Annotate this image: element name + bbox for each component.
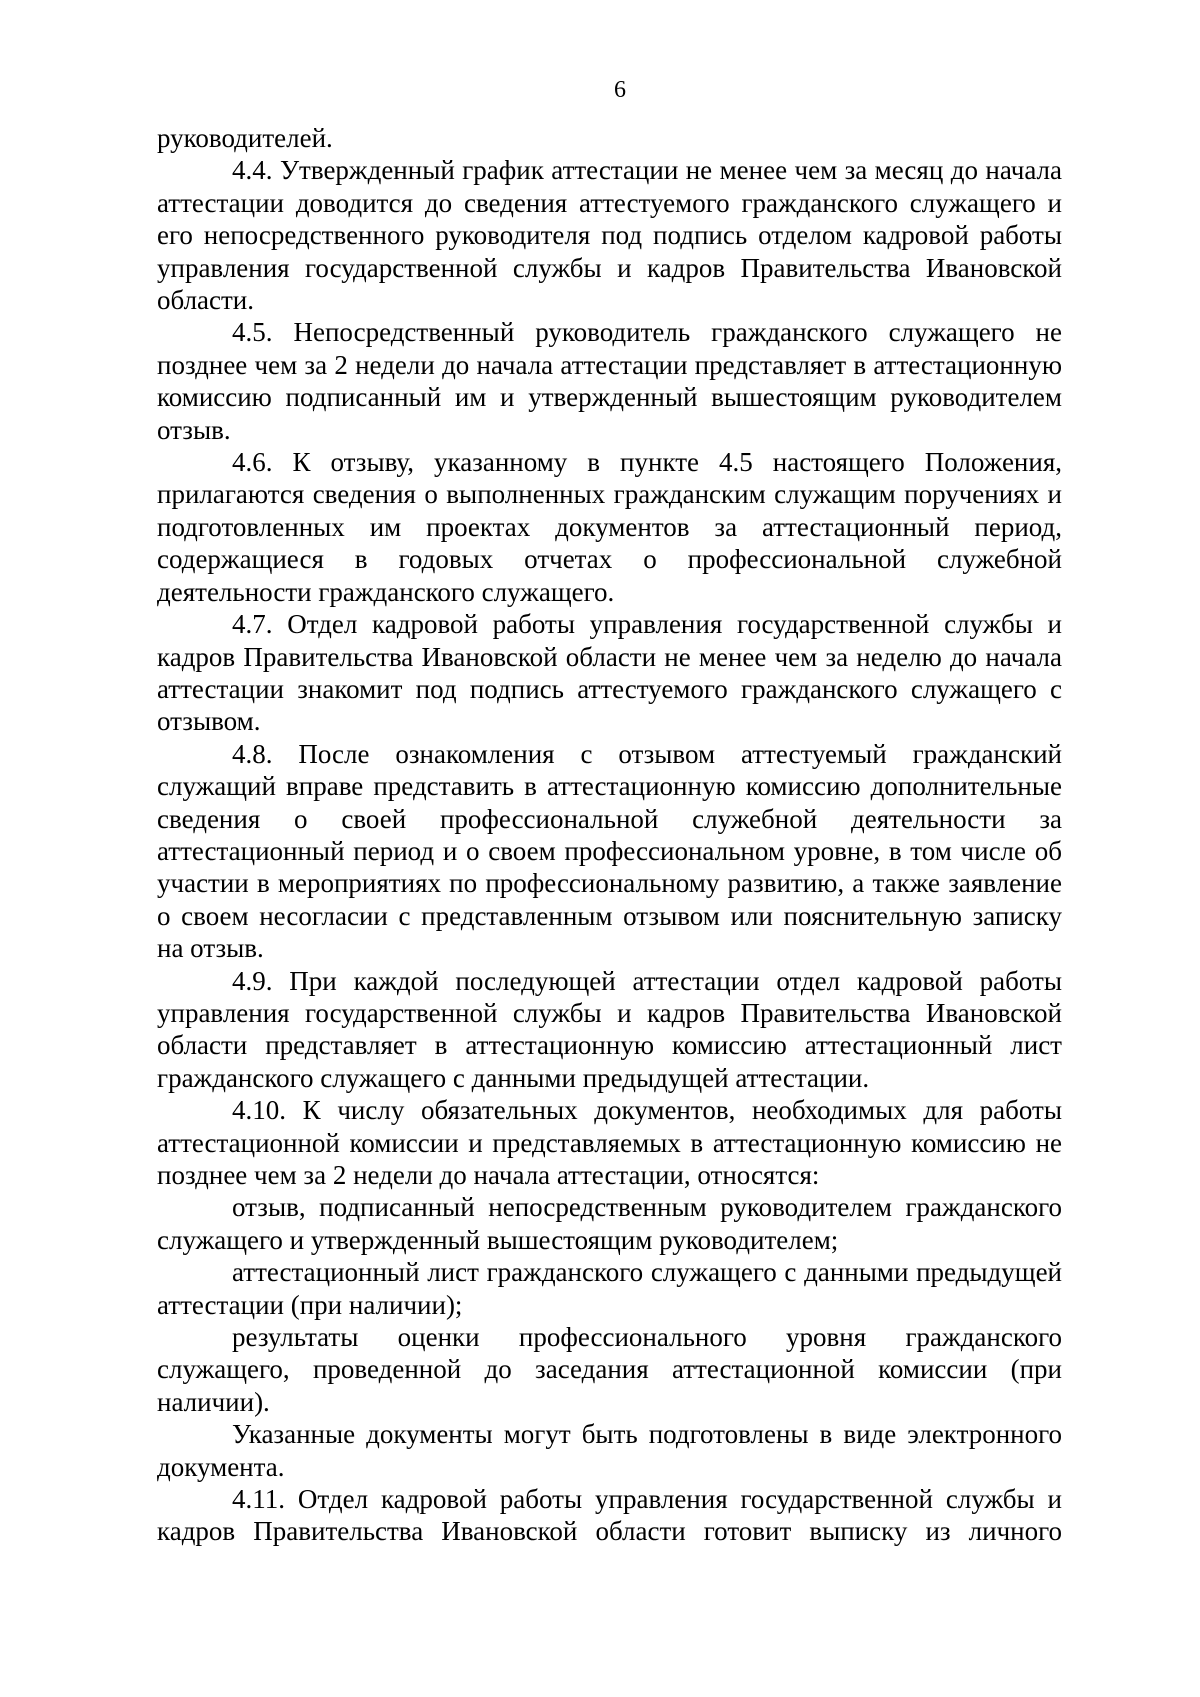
paragraph-4-4: 4.4. Утвержденный график аттестации не менее чем за месяц до начала аттестации доводится до сведения аттестуемого гражданского служащего и его непосредственного руководителя под подпись отделом кадровой работы управления государственной службы и кадров Правительства Ивановской области.: [157, 155, 1062, 316]
paragraph-4-6: 4.6. К отзыву, указанному в пункте 4.5 настоящего Положения, прилагаются сведения о выполненных гражданским служащим поручениях и подготовленных им проектах документов за аттестационный период, содержащиеся в годовых отчетах о профессиональной служебной деятельности гражданского служащего.: [157, 447, 1062, 607]
paragraph-4-11: 4.11. Отдел кадровой работы управления государственной службы и кадров Правительства Ивановской области готовит выписку из личного: [157, 1484, 1062, 1547]
document-body: [157, 122, 1062, 1548]
list-item-review: отзыв, подписанный непосредственным руководителем гражданского служащего и утвержденный вышестоящим руководителем;: [157, 1192, 1062, 1255]
list-item-attestation-sheet: аттестационный лист гражданского служащего с данными предыдущей аттестации (при наличии);: [157, 1257, 1062, 1320]
paragraph-electronic-documents: Указанные документы могут быть подготовлены в виде электронного документа.: [157, 1419, 1062, 1482]
paragraph-4-9: 4.9. При каждой последующей аттестации отдел кадровой работы управления государственной службы и кадров Правительства Ивановской области представляет в аттестационную комиссию аттестационный лист гражданского служащего с данными предыдущей аттестации.: [157, 965, 1062, 1093]
page-number: 6: [614, 77, 626, 103]
paragraph-4-8: 4.8. После ознакомления с отзывом аттестуемый гражданский служащий вправе представить в аттестационную комиссию дополнительные сведения о своей профессиональной служебной деятельности за аттестационный период и о своем профессиональном уровне, в том числе об участии в мероприятиях по профессиональному развитию, а также заявление о своем несогласии с представленным отзывом или пояснительную записку на отзыв.: [157, 738, 1062, 964]
paragraph-4-5: 4.5. Непосредственный руководитель гражданского служащего не позднее чем за 2 недели до начала аттестации представляет в аттестационную комиссию подписанный им и утвержденный вышестоящим руководителем отзыв.: [157, 317, 1062, 445]
paragraph-continuation: руководителей.: [157, 123, 333, 153]
paragraph-4-7: 4.7. Отдел кадровой работы управления государственной службы и кадров Правительства Ивановской области не менее чем за неделю до начала аттестации знакомит под подпись аттестуемого гражданского служащего с отзывом.: [157, 609, 1062, 737]
paragraph-4-10: 4.10. К числу обязательных документов, необходимых для работы аттестационной комиссии и представляемых в аттестационную комиссию не позднее чем за 2 недели до начала аттестации, относятся:: [157, 1095, 1062, 1190]
list-item-assessment-results: результаты оценки профессионального уровня гражданского служащего, проведенной до заседания аттестационной комиссии (при наличии).: [157, 1322, 1062, 1417]
